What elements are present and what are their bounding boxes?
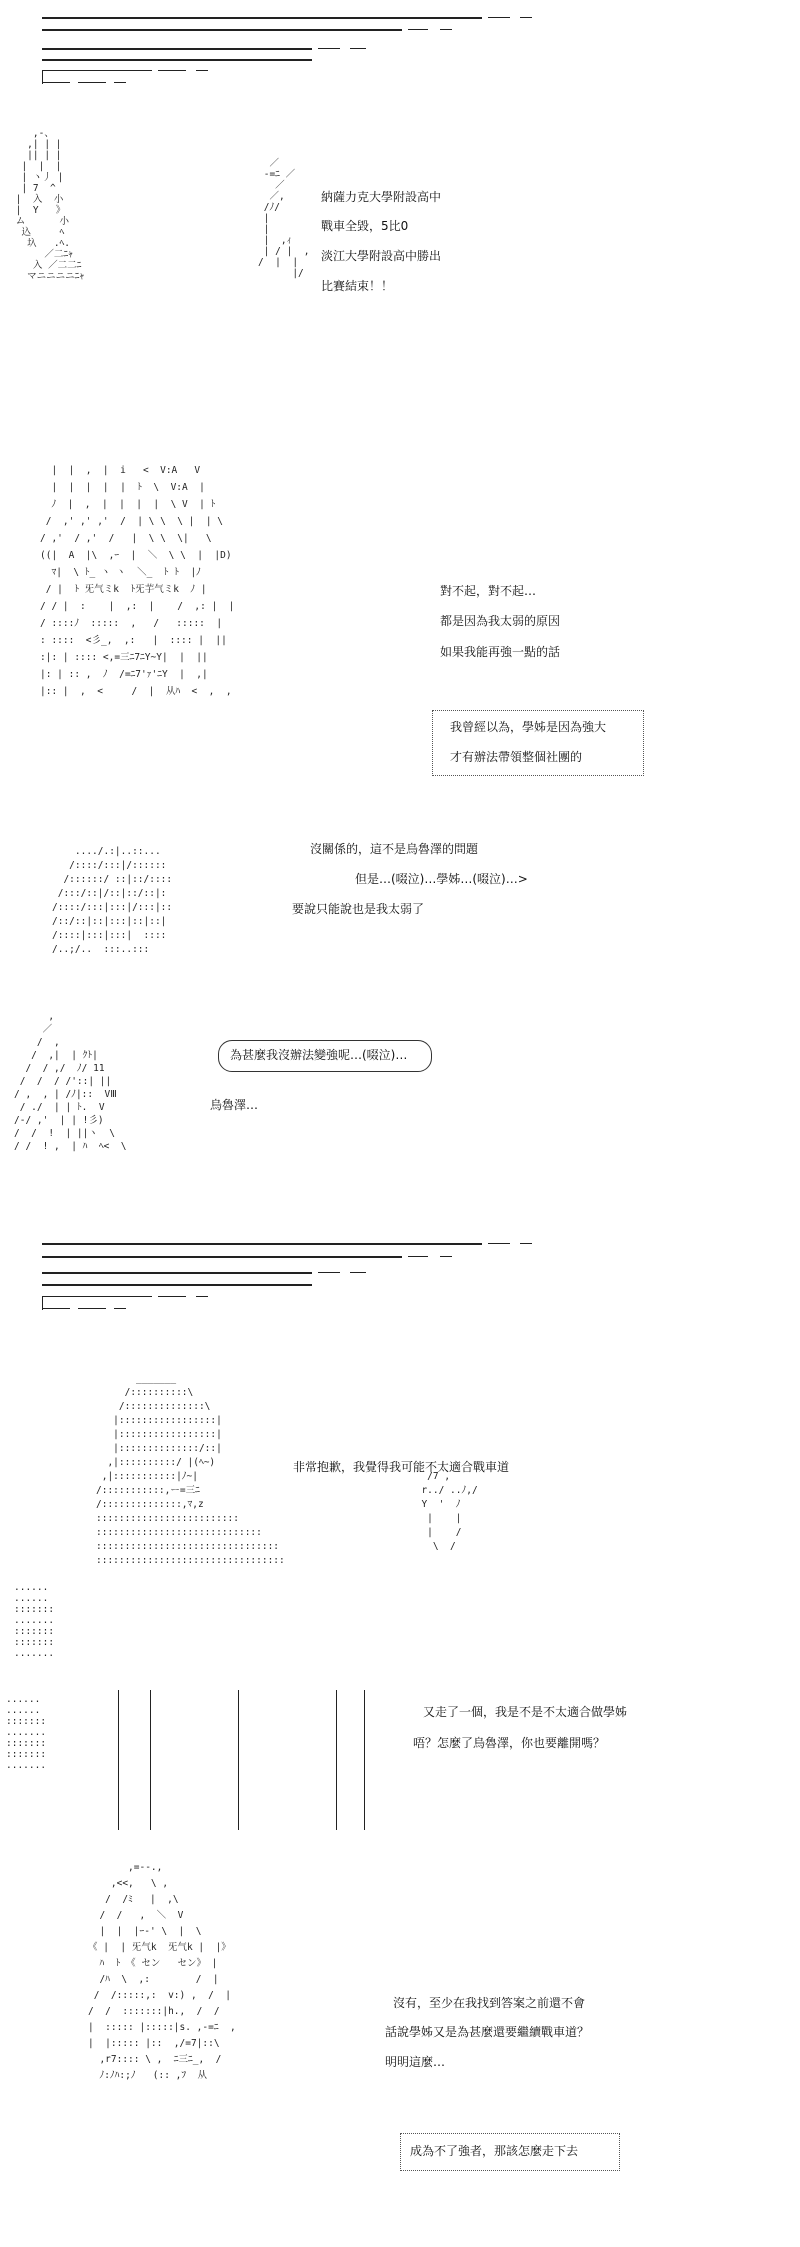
answer-line-2: 話說學姊又是為甚麼還要繼續戰車道？ (385, 2025, 590, 2039)
scene-bar-4 (336, 1690, 337, 1830)
mid-rule-5 (42, 1296, 152, 1297)
mid-rule-left-bar (42, 1296, 43, 1310)
mid-rule-6 (42, 1308, 70, 1309)
apology-line-1: 對不起，對不起… (440, 584, 537, 598)
rule-3 (42, 48, 312, 50)
quit-line: 非常抱歉，我覺得我可能不太適合戰車道 (293, 1460, 510, 1474)
mid-rule-2-tick-a (408, 1256, 428, 1257)
bowing-character-art: _______ /::::::::::\ /::::::::::::::\ |:::::::::::::::::| |:::::::::::::::::| |::::::::::::::/::| ,|::::::::::/ |(ﾍ~) ,|:::::::::::|ﾉ~| /:::::::::::,ー=三ﾆ /::::::::::::::,ﾏ,z ::::::::::::::::::::::::: ::::::::::::::::::::::::::::: :::::::::::::::::::::::::::::::: ::::::::::::::::::::::::::::::::: (96, 1373, 285, 1566)
mid-rule-5-tick-b (196, 1296, 208, 1297)
bubble-text: 為甚麼我沒辦法變強呢…(啜泣)… (230, 1048, 408, 1062)
scene-bar-1 (118, 1690, 119, 1830)
result-line-2: 戰車全毀，5比0 (321, 219, 409, 233)
rule-6-tick-a (78, 82, 106, 83)
mid-rule-1 (42, 1243, 482, 1245)
rule-6 (42, 82, 70, 83)
rule-1-tick-b (520, 17, 532, 18)
scene-bar-3 (238, 1690, 239, 1830)
result-line-4: 比賽結束！！ (321, 279, 394, 293)
rule-2-tick-b (440, 29, 452, 30)
mid-rule-3 (42, 1272, 312, 1274)
mid-rule-6-tick-a (78, 1308, 106, 1309)
sad-pair-art: ..../.:|..::... /::::/:::|/:::::: /::::::/ ::|::/:::: /:::/::|/::|::/::|: /::::/:::|:::|/:::|:: /::/::|::|:::|::|::| /::::|:::|:::| :::: /..;/.. :::..::: (52, 846, 173, 955)
motion-swoosh-art: ／ -=ﾆ ／ ／ ／, /ﾉ/ | | | ,ｨ | / | , / | | |/ (258, 158, 310, 279)
mid-rule-6-tick-b (114, 1308, 126, 1309)
legs-art: ...... ...... ::::::: ....... ::::::: ::::::: ....... (14, 1582, 55, 1659)
rule-6-tick-b (114, 82, 126, 83)
reassure-line-2: 但是…(啜泣)…學姊…(啜泣)…> (355, 872, 528, 886)
mid-rule-4 (42, 1284, 312, 1286)
rule-2 (42, 29, 402, 31)
rule-left-bar (42, 70, 43, 84)
mid-rule-1-tick-b (520, 1243, 532, 1244)
mid-rule-3-tick-b (350, 1272, 366, 1273)
raised-hand-art: ,-、 ,| | | || | | | | | | ヽ丿 | | 7 ^ | 入 小 | Y 》 ム 小 込 ﾍ 圦 .ﾍ. ／二ﾆｬ 入 ／二二ﾆ マニニニニﾆｬ (15, 128, 85, 282)
senpai-face-art: ,=--., ,<<, \ , / /ﾐ | ,\ / / , ＼ V | | |ｰ-' \ | \ 《 | | 旡气k 旡气k | |》 ﾊ ﾄ 《 セン セン》 | /ﾊ \ ,: / | / /:::::,: v:) , / | / / :::::::|h., / / | ::::: |:::::|s. ,-=ﾆ , | |::::: |:: ,/=7|::\ ,r7:::: \ , ﾆ三ﾆ_, / ﾉ:ﾉﾊ:;ﾉ (:: ,ﾌ 从 (88, 1862, 236, 2081)
senpai-line-1: 又走了一個，我是不是不太適合做學姊 (423, 1705, 628, 1719)
thought-line-1: 我曾經以為，學姊是因為強大 (450, 720, 607, 734)
name-call: 烏魯澤… (210, 1098, 259, 1112)
rule-5-tick-b (196, 70, 208, 71)
mid-rule-2 (42, 1256, 402, 1258)
answer-line-3: 明明這麼… (385, 2055, 446, 2069)
thought-line-2: 才有辦法帶領整個社團的 (450, 750, 583, 764)
scene-hatch-left: ...... ...... ::::::: ....... ::::::: ::::::: ....... (6, 1694, 47, 1771)
rule-1 (42, 17, 482, 19)
mid-rule-5-tick-a (158, 1296, 186, 1297)
scene-bar-2 (150, 1690, 151, 1830)
wiping-tears-art: , ／ / , / ,| | ｸﾄ| / / ,/ ﾉ/ 11 / / / /'::| || / , , | /ﾉ|:: VⅢ / ./ | | ﾄ. V /-/ ,' | | !彡) / / ! | ||ヽ \ / / ! , | ﾊ ﾍ< \ (14, 1011, 127, 1152)
crying-character-art: | | , | i < V:A V | | | | | ﾄ \ V:A | ﾉ | , | | | | \ V | ﾄ / ,' ,' ,' / | \ \ \ | | \ / ,' / ,' / | \ \ \| \ ((| A |\ ,ｰ | ＼ \ \ | |D) ﾏ| \ ﾄ_ ヽ ヽ ＼_ ﾄ ﾄ |ﾉ / | ﾄ 旡气ミk ﾄ旡芋气ミk ﾉ | / / | : | ,: | / ,: | | / ::::ﾉ ::::: , / ::::: | : :::: <彡_, ,: | :::: | || :|: | :::: <,=三ﾆ7ﾆY~Y| | || |: | :: , ﾉ /=ﾆ7'ｧ'ﾆY | ,| |:: | , < / | 从ﾊ < , , (40, 465, 235, 697)
result-line-1: 納薩力克大學附設高中 (321, 190, 442, 204)
rule-2-tick-a (408, 29, 428, 30)
rule-3-tick-a (318, 48, 340, 49)
mid-rule-3-tick-a (318, 1272, 340, 1273)
rule-5-tick-a (158, 70, 186, 71)
result-line-3: 淡江大學附設高中勝出 (321, 249, 442, 263)
apology-line-2: 都是因為我太弱的原因 (440, 614, 561, 628)
mid-rule-1-tick-a (488, 1243, 510, 1244)
mid-rule-2-tick-b (440, 1256, 452, 1257)
senpai-line-2: 唔？怎麼了烏魯澤，你也要離開嗎？ (413, 1736, 606, 1750)
reassure-line-3: 要說只能說也是我太弱了 (292, 902, 425, 916)
rule-5 (42, 70, 152, 71)
waving-hand-art: /7 , r../ ..ﾉ,/ Y ' ﾉ | | | / \ / (421, 1471, 478, 1552)
scene-bar-5 (364, 1690, 365, 1830)
rule-1-tick-a (488, 17, 510, 18)
rule-3-tick-b (350, 48, 366, 49)
answer-line-1: 沒有，至少在我找到答案之前還不會 (393, 1996, 586, 2010)
closing-thought-line: 成為不了強者，那該怎麼走下去 (410, 2144, 579, 2158)
apology-line-3: 如果我能再強一點的話 (440, 645, 561, 659)
rule-4 (42, 59, 312, 61)
reassure-line-1: 沒關係的，這不是烏魯澤的問題 (310, 842, 479, 856)
